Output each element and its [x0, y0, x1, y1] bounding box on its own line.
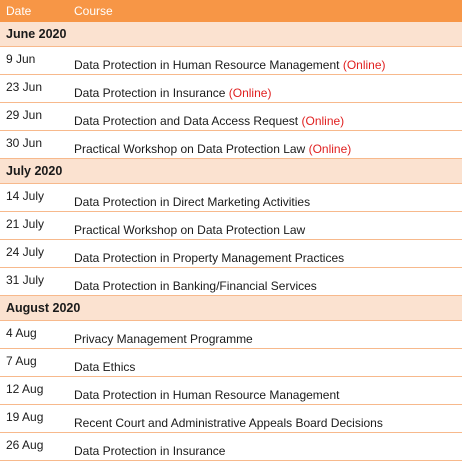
table-row	[0, 349, 462, 377]
month-heading: June 2020	[0, 22, 462, 47]
month-heading: August 2020	[0, 296, 462, 321]
course-title: Data Protection in Banking/Financial Services	[64, 268, 462, 296]
table-row	[0, 131, 462, 159]
course-title: Data Protection and Data Access Request	[74, 114, 299, 128]
event-date: 23 Jun	[0, 75, 64, 103]
table-row	[0, 184, 462, 212]
course-title: Practical Workshop on Data Protection Law	[74, 142, 306, 156]
month-row	[0, 22, 462, 47]
event-date: 4 Aug	[0, 321, 64, 349]
course-title: Practical Workshop on Data Protection Law	[64, 212, 462, 240]
event-date: 14 July	[0, 184, 64, 212]
course-cell	[64, 131, 462, 159]
event-date: 24 July	[0, 240, 64, 268]
table-row	[0, 103, 462, 131]
event-date: 26 Aug	[0, 433, 64, 461]
table-row	[0, 433, 462, 461]
table-row	[0, 321, 462, 349]
course-title: Data Protection in Human Resource Management	[74, 58, 340, 72]
month-heading: July 2020	[0, 159, 462, 184]
event-date: 30 Jun	[0, 131, 64, 159]
course-cell	[64, 103, 462, 131]
course-title: Recent Court and Administrative Appeals Board Decisions	[64, 405, 462, 433]
event-date: 19 Aug	[0, 405, 64, 433]
table-row	[0, 268, 462, 296]
event-date: 9 Jun	[0, 47, 64, 75]
month-row	[0, 296, 462, 321]
course-title: Data Ethics	[64, 349, 462, 377]
table-row	[0, 212, 462, 240]
course-title: Data Protection in Insurance	[64, 433, 462, 461]
online-tag: (Online)	[301, 114, 345, 128]
course-title: Data Protection in Human Resource Management	[64, 377, 462, 405]
event-date: 12 Aug	[0, 377, 64, 405]
month-row	[0, 159, 462, 184]
table-row	[0, 75, 462, 103]
course-cell	[64, 47, 462, 75]
course-column-header: Course	[64, 0, 462, 22]
table-row	[0, 240, 462, 268]
course-title: Data Protection in Direct Marketing Activities	[64, 184, 462, 212]
event-date: 31 July	[0, 268, 64, 296]
event-date: 29 Jun	[0, 103, 64, 131]
course-title: Privacy Management Programme	[64, 321, 462, 349]
course-title: Data Protection in Property Management Practices	[64, 240, 462, 268]
online-tag: (Online)	[228, 86, 272, 100]
table-row	[0, 405, 462, 433]
event-date: 7 Aug	[0, 349, 64, 377]
online-tag: (Online)	[342, 58, 386, 72]
date-column-header: Date	[0, 0, 64, 22]
table-row	[0, 377, 462, 405]
header-row	[0, 0, 462, 22]
event-date: 21 July	[0, 212, 64, 240]
course-title: Data Protection in Insurance	[74, 86, 226, 100]
course-cell	[64, 75, 462, 103]
online-tag: (Online)	[308, 142, 352, 156]
table-row	[0, 47, 462, 75]
